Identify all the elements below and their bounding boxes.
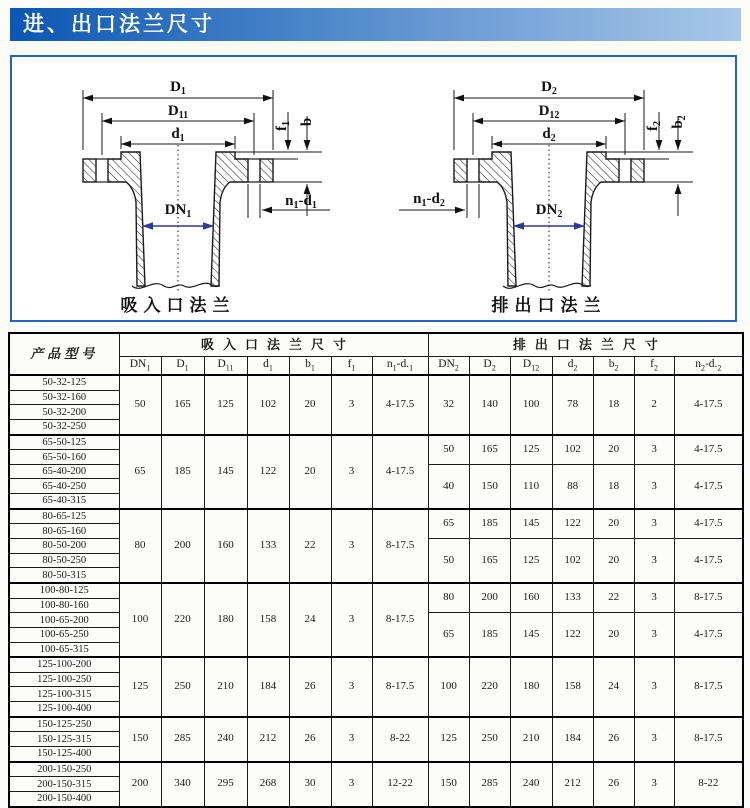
dimension-cell: 240 <box>204 717 247 762</box>
dim-label-D2: $D_2$ <box>541 79 557 97</box>
dimension-cell: 133 <box>552 583 593 613</box>
dimension-cell: 3 <box>634 717 674 762</box>
dimension-cell: 140 <box>469 375 510 435</box>
dimension-cell: 80 <box>119 509 161 583</box>
product-model-cell: 150-125-400 <box>9 747 119 762</box>
dimension-cell: 285 <box>469 762 510 807</box>
dimension-cell: 4-17.5 <box>674 375 743 435</box>
dimension-cell: 160 <box>204 509 247 583</box>
product-model-cell: 80-65-160 <box>9 524 119 539</box>
dimension-cell: 30 <box>289 762 331 807</box>
dimension-cell: 20 <box>593 435 634 465</box>
dimension-cell: 4-17.5 <box>372 435 428 509</box>
product-model-cell: 200-150-400 <box>9 791 119 806</box>
column-header: $b_1$ <box>289 357 331 376</box>
dimension-cell: 26 <box>289 717 331 762</box>
column-header: $b_2$ <box>593 357 634 376</box>
product-model-header: 产品型号 <box>9 333 119 375</box>
column-header: $d_2$ <box>552 357 593 376</box>
product-model-cell: 50-32-250 <box>9 419 119 434</box>
dimension-cell: 250 <box>161 657 204 717</box>
dimension-cell: 125 <box>510 435 552 465</box>
dimension-cell: 26 <box>289 657 331 717</box>
product-model-cell: 100-80-160 <box>9 598 119 613</box>
dimension-cell: 184 <box>247 657 289 717</box>
dim-label-DN1: $DN_1$ <box>164 202 192 220</box>
dimension-cell: 210 <box>204 657 247 717</box>
table-row <box>9 435 743 450</box>
dimension-cell: 160 <box>510 583 552 613</box>
dimension-cell: 12-22 <box>372 762 428 807</box>
column-header-row <box>9 357 743 376</box>
dimension-cell: 3 <box>634 464 674 508</box>
dimension-cell: 3 <box>634 509 674 539</box>
dimension-cell: 122 <box>552 509 593 539</box>
product-model-cell: 150-125-250 <box>9 717 119 732</box>
product-model-cell: 100-65-315 <box>9 642 119 657</box>
product-model-cell: 125-100-250 <box>9 672 119 687</box>
dimension-cell: 3 <box>331 762 372 807</box>
dimension-cell: 26 <box>593 762 634 807</box>
dimension-cell: 8-17.5 <box>674 717 743 762</box>
dimension-cell: 8-17.5 <box>674 583 743 613</box>
dim-label-b: b <box>299 117 315 127</box>
dimension-cell: 8-17.5 <box>372 583 428 657</box>
dimension-cell: 165 <box>469 435 510 465</box>
dimension-cell: 285 <box>161 717 204 762</box>
dimension-cell: 22 <box>593 583 634 613</box>
column-header: $DN_1$ <box>119 357 161 376</box>
flange-diagram-panel <box>10 55 737 322</box>
product-model-cell: 125-100-200 <box>9 657 119 672</box>
dimension-cell: 3 <box>331 375 372 435</box>
column-header: $D_2$ <box>469 357 510 376</box>
product-model-cell: 50-32-160 <box>9 390 119 405</box>
column-header: $d_1$ <box>247 357 289 376</box>
dimension-cell: 250 <box>469 717 510 762</box>
dimension-cell: 4-17.5 <box>674 539 743 583</box>
dimension-cell: 185 <box>161 435 204 509</box>
dimension-cell: 158 <box>247 583 289 657</box>
dimension-cell: 220 <box>161 583 204 657</box>
dim-label-n1-d2: $n_1-d_2$ <box>413 191 445 209</box>
product-model-cell: 100-65-200 <box>9 613 119 628</box>
dim-label-D1: $D_1$ <box>170 79 186 97</box>
suction-flange-diagram <box>20 60 372 318</box>
dimension-cell: 102 <box>552 435 593 465</box>
dimension-cell: 8-17.5 <box>674 657 743 717</box>
dimension-cell: 65 <box>119 435 161 509</box>
column-header: $D_1$ <box>161 357 204 376</box>
dimension-cell: 2 <box>634 375 674 435</box>
dimension-cell: 18 <box>593 375 634 435</box>
dim-label-D12: $D_{12}$ <box>538 103 560 121</box>
column-header: $f_1$ <box>331 357 372 376</box>
dimension-cell: 20 <box>593 509 634 539</box>
dimension-cell: 50 <box>428 539 469 583</box>
dimension-cell: 80 <box>428 583 469 613</box>
dimension-cell: 8-22 <box>372 717 428 762</box>
dim-label-d1: $d_1$ <box>171 126 185 144</box>
flange-dimensions-table <box>8 332 744 808</box>
dim-label-b2: $b_2$ <box>670 115 688 129</box>
dimension-cell: 122 <box>552 613 593 657</box>
dimension-cell: 8-17.5 <box>372 657 428 717</box>
product-model-cell: 80-65-125 <box>9 509 119 524</box>
dimension-cell: 4-17.5 <box>674 464 743 508</box>
dimension-cell: 212 <box>552 762 593 807</box>
dimension-cell: 125 <box>204 375 247 435</box>
page-title <box>10 8 741 41</box>
column-header: $f_2$ <box>634 357 674 376</box>
dimension-cell: 268 <box>247 762 289 807</box>
dimension-cell: 78 <box>552 375 593 435</box>
product-model-cell: 65-50-160 <box>9 450 119 465</box>
dimension-cell: 102 <box>552 539 593 583</box>
dimension-cell: 102 <box>247 375 289 435</box>
product-model-cell: 125-100-400 <box>9 702 119 717</box>
dimension-cell: 295 <box>204 762 247 807</box>
table-row <box>9 657 743 672</box>
dimension-cell: 65 <box>428 509 469 539</box>
dim-label-f1: $f_1$ <box>274 121 292 131</box>
dimension-cell: 3 <box>634 613 674 657</box>
suction-section-header: 吸入口法兰尺寸 <box>119 333 428 357</box>
dimension-cell: 122 <box>247 435 289 509</box>
suction-flange-caption: 吸入口法兰 <box>120 296 236 315</box>
column-header: $D_{12}$ <box>510 357 552 376</box>
discharge-flange-diagram <box>367 60 722 318</box>
product-model-cell: 50-32-200 <box>9 405 119 420</box>
dimension-cell: 145 <box>510 613 552 657</box>
product-model-cell: 65-40-200 <box>9 464 119 479</box>
dimension-cell: 22 <box>289 509 331 583</box>
product-model-cell: 50-32-125 <box>9 375 119 390</box>
dimension-cell: 165 <box>161 375 204 435</box>
table-row <box>9 717 743 732</box>
dim-label-d2: $d_2$ <box>542 126 556 144</box>
dimension-cell: 3 <box>331 583 372 657</box>
dimension-cell: 100 <box>510 375 552 435</box>
dimension-cell: 184 <box>552 717 593 762</box>
table-row <box>9 762 743 777</box>
dimension-cell: 158 <box>552 657 593 717</box>
dimension-cell: 3 <box>331 509 372 583</box>
dimension-cell: 180 <box>510 657 552 717</box>
dimension-cell: 145 <box>204 435 247 509</box>
dim-label-D11: $D_{11}$ <box>167 103 189 121</box>
product-model-cell: 100-80-125 <box>9 583 119 598</box>
product-model-cell: 125-100-315 <box>9 687 119 702</box>
dimension-cell: 145 <box>510 509 552 539</box>
dimension-cell: 110 <box>510 464 552 508</box>
dimension-cell: 4-17.5 <box>372 375 428 435</box>
dimension-cell: 212 <box>247 717 289 762</box>
dimension-cell: 3 <box>634 762 674 807</box>
product-model-cell: 80-50-200 <box>9 539 119 554</box>
product-model-cell: 65-50-125 <box>9 435 119 450</box>
product-model-cell: 80-50-250 <box>9 553 119 568</box>
dimension-cell: 150 <box>469 464 510 508</box>
dimension-cell: 185 <box>469 613 510 657</box>
column-header: $D_{11}$ <box>204 357 247 376</box>
dimension-cell: 3 <box>634 583 674 613</box>
table-header-row <box>9 333 743 357</box>
dimension-cell: 100 <box>428 657 469 717</box>
dimension-cell: 200 <box>161 509 204 583</box>
product-model-cell: 150-125-315 <box>9 732 119 747</box>
dimension-cell: 3 <box>634 539 674 583</box>
dimension-cell: 200 <box>469 583 510 613</box>
dimension-cell: 65 <box>428 613 469 657</box>
dimension-cell: 3 <box>634 435 674 465</box>
dimension-cell: 340 <box>161 762 204 807</box>
dimension-cell: 100 <box>119 583 161 657</box>
dimension-cell: 20 <box>289 375 331 435</box>
dim-label-n1-d1: $n_1-d_1$ <box>285 193 317 211</box>
dimension-cell: 24 <box>289 583 331 657</box>
dimension-cell: 20 <box>593 613 634 657</box>
dimension-cell: 8-17.5 <box>372 509 428 583</box>
dimension-cell: 185 <box>469 509 510 539</box>
product-model-cell: 200-150-315 <box>9 777 119 792</box>
column-header: $n_2-d._2$ <box>674 357 743 376</box>
product-model-cell: 65-40-315 <box>9 494 119 509</box>
page-title-text: 进、出口法兰尺寸 <box>23 13 215 36</box>
dimension-cell: 4-17.5 <box>674 613 743 657</box>
discharge-flange-caption: 排出口法兰 <box>491 296 607 315</box>
dimension-cell: 40 <box>428 464 469 508</box>
dimension-cell: 50 <box>428 435 469 465</box>
dimension-cell: 3 <box>331 657 372 717</box>
product-model-cell: 200-150-250 <box>9 762 119 777</box>
dimension-cell: 4-17.5 <box>674 435 743 465</box>
dimension-cell: 150 <box>428 762 469 807</box>
dim-label-DN2: $DN_2$ <box>535 202 563 220</box>
dimension-cell: 32 <box>428 375 469 435</box>
dimension-cell: 240 <box>510 762 552 807</box>
dimension-cell: 20 <box>593 539 634 583</box>
dimension-cell: 20 <box>289 435 331 509</box>
dimension-cell: 220 <box>469 657 510 717</box>
dimension-cell: 8-22 <box>674 762 743 807</box>
table-row <box>9 583 743 598</box>
product-model-cell: 65-40-250 <box>9 479 119 494</box>
dimension-cell: 88 <box>552 464 593 508</box>
discharge-section-header: 排出口法兰尺寸 <box>428 333 743 357</box>
column-header: $n_1-d._1$ <box>372 357 428 376</box>
dimension-cell: 50 <box>119 375 161 435</box>
table-row <box>9 375 743 390</box>
product-model-cell: 80-50-315 <box>9 568 119 583</box>
dimension-cell: 26 <box>593 717 634 762</box>
dimension-cell: 125 <box>119 657 161 717</box>
dimension-cell: 4-17.5 <box>674 509 743 539</box>
table-row <box>9 509 743 524</box>
dimension-cell: 125 <box>428 717 469 762</box>
dimension-cell: 3 <box>331 435 372 509</box>
dimension-cell: 3 <box>331 717 372 762</box>
dimension-cell: 18 <box>593 464 634 508</box>
product-model-cell: 100-65-250 <box>9 627 119 642</box>
dimension-cell: 133 <box>247 509 289 583</box>
dimension-cell: 3 <box>634 657 674 717</box>
dimension-cell: 150 <box>119 717 161 762</box>
dimension-cell: 200 <box>119 762 161 807</box>
dimension-cell: 24 <box>593 657 634 717</box>
dimension-cell: 125 <box>510 539 552 583</box>
dimension-cell: 210 <box>510 717 552 762</box>
dimension-cell: 165 <box>469 539 510 583</box>
dimension-cell: 180 <box>204 583 247 657</box>
column-header: $DN_2$ <box>428 357 469 376</box>
dim-label-f2: $f_2$ <box>645 121 663 131</box>
